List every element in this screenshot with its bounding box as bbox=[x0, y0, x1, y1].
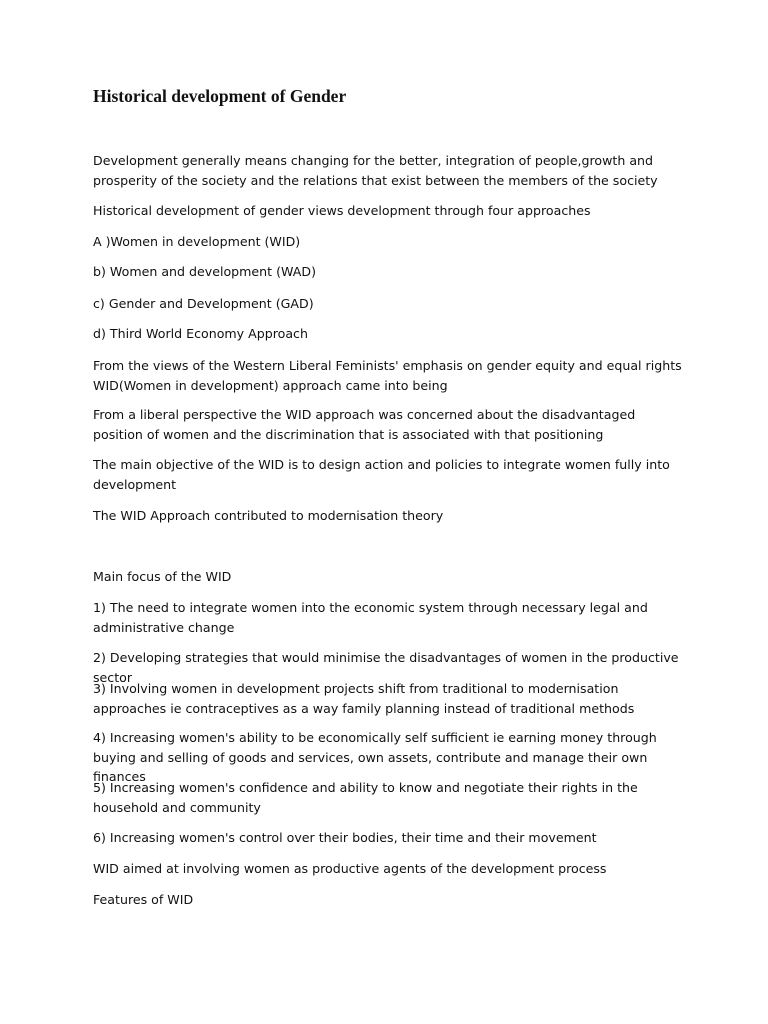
paragraph-development-definition: Development generally means changing for the better, integration of people,growth and prosperity of the society and the relations that exist between the members of the society bbox=[93, 153, 658, 188]
paragraph-four-approaches: Historical development of gender views development through four approaches bbox=[93, 203, 591, 218]
focus-item-1: 1) The need to integrate women into the economic system through necessary legal and administrative change bbox=[93, 600, 648, 635]
section-heading-features: Features of WID bbox=[93, 892, 194, 907]
document-title: Historical development of Gender bbox=[93, 86, 347, 106]
list-item-wad: b) Women and development (WAD) bbox=[93, 264, 317, 279]
list-item-wid: A )Women in development (WID) bbox=[93, 234, 301, 249]
paragraph-liberal-perspective: From a liberal perspective the WID approach was concerned about the disadvantaged position of women and the discrimination that is associated with that positioning bbox=[93, 407, 636, 442]
list-item-gad: c) Gender and Development (GAD) bbox=[93, 296, 314, 311]
paragraph-main-objective: The main objective of the WID is to design action and policies to integrate women fully into development bbox=[93, 457, 670, 492]
paragraph-wid-aim: WID aimed at involving women as productive agents of the development process bbox=[93, 861, 607, 876]
focus-item-3: 3) Involving women in development projects shift from traditional to modernisation approaches ie contraceptives as a way family planning instead of traditional methods bbox=[93, 681, 635, 716]
focus-item-6: 6) Increasing women's control over their bodies, their time and their movement bbox=[93, 830, 597, 845]
list-item-third-world: d) Third World Economy Approach bbox=[93, 326, 308, 341]
focus-item-5: 5) Increasing women's confidence and ability to know and negotiate their rights in the household and community bbox=[93, 780, 638, 815]
paragraph-modernisation-theory: The WID Approach contributed to modernisation theory bbox=[93, 508, 444, 523]
focus-item-2: 2) Developing strategies that would minimise the disadvantages of women in the productive sector bbox=[93, 650, 679, 685]
section-heading-main-focus: Main focus of the WID bbox=[93, 569, 232, 584]
focus-item-4: 4) Increasing women's ability to be economically self sufficient ie earning money through buying and selling of goods and services, own assets, contribute and manage their own finances bbox=[93, 730, 657, 784]
paragraph-liberal-feminists: From the views of the Western Liberal Feminists' emphasis on gender equity and equal rights WID(Women in development) approach came into being bbox=[93, 358, 682, 393]
